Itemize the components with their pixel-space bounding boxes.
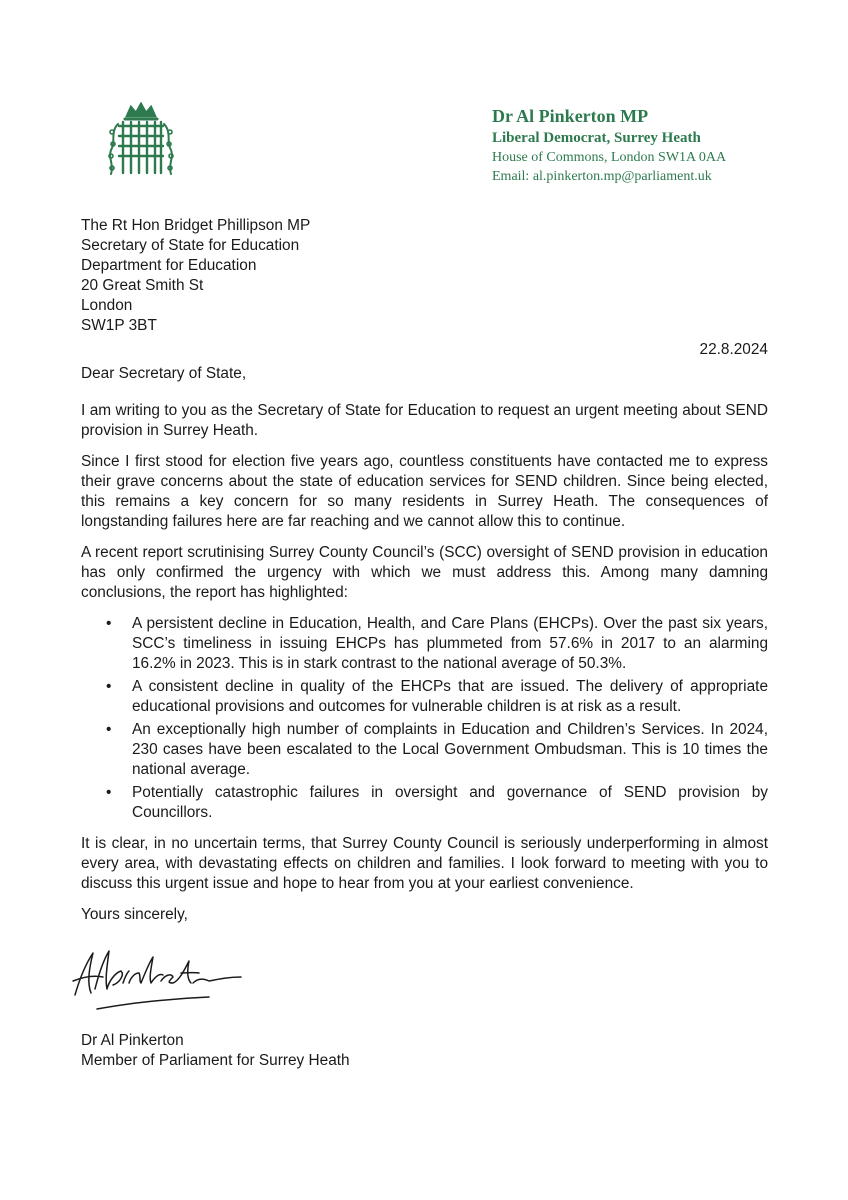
bullet-icon: •	[106, 721, 112, 738]
list-item-text: A persistent decline in Education, Health, and Care Plans (EHCPs). Over the past six years, SCC’s timeliness in issuing EHCPs has plummeted from 57.6% in 2017 to an alarming 16.2% in 2023. This is in stark contrast to the national average of 50.3%.	[132, 615, 768, 672]
list-item-text: An exceptionally high number of complaints in Education and Children’s Services. In 2024, 230 cases have been escalated to the Local Government Ombudsman. This is 10 times the national average.	[132, 721, 768, 778]
recipient-line: London	[81, 297, 133, 314]
list-item	[106, 783, 768, 823]
conclusion-paragraph: It is clear, in no uncertain terms, that Surrey County Council is seriously underperforming in almost every area, with devastating effects on children and families. I look forward to meeting with you to discuss this urgent issue and hope to hear from you at your earliest convenience.	[81, 835, 768, 892]
salutation: Dear Secretary of State,	[81, 365, 247, 382]
portcullis-icon	[108, 102, 174, 178]
list-item-text: A consistent decline in quality of the EHCPs that are issued. The delivery of appropriate educational provisions and outcomes for vulnerable children is at risk as a result.	[132, 678, 768, 715]
paragraph: Since I first stood for election five years ago, countless constituents have contacted me to express their grave concerns about the state of education services for SEND children. Since being elected, this remains a key concern for so many residents in Surrey Heath. The consequences of longstanding failures here are far reaching and we cannot allow this to continue.	[81, 453, 768, 530]
list-item	[106, 614, 768, 674]
mp-party-constituency: Liberal Democrat, Surrey Heath	[492, 130, 701, 146]
mp-email: Email: al.pinkerton.mp@parliament.uk	[492, 169, 712, 184]
closing: Yours sincerely,	[81, 906, 188, 923]
mp-address: House of Commons, London SW1A 0AA	[492, 150, 727, 165]
recipient-line: The Rt Hon Bridget Phillipson MP	[81, 217, 311, 234]
paragraph: A recent report scrutinising Surrey County Council’s (SCC) oversight of SEND provision in education has only confirmed the urgency with which we must address this. Among many damning conclusions, the report has highlighted:	[81, 544, 768, 601]
recipient-line: Secretary of State for Education	[81, 237, 300, 254]
bullet-icon: •	[106, 678, 112, 695]
recipient-line: Department for Education	[81, 257, 257, 274]
list-item	[106, 720, 768, 780]
list-item	[106, 677, 768, 717]
list-item-text: Potentially catastrophic failures in oversight and governance of SEND provision by Councillors.	[132, 784, 768, 821]
bullet-icon: •	[106, 784, 112, 801]
signatory-title: Member of Parliament for Surrey Heath	[81, 1052, 350, 1069]
recipient-address	[81, 216, 768, 336]
letterhead	[492, 104, 726, 186]
signature-icon	[69, 943, 244, 1013]
paragraph: I am writing to you as the Secretary of State for Education to request an urgent meeting about SEND provision in Surrey Heath.	[81, 402, 768, 439]
signatory-name: Dr Al Pinkerton	[81, 1032, 184, 1049]
recipient-line: 20 Great Smith St	[81, 277, 204, 294]
bullet-icon: •	[106, 615, 112, 632]
signatory	[81, 1031, 768, 1071]
recipient-line: SW1P 3BT	[81, 317, 157, 334]
mp-name: Dr Al Pinkerton MP	[492, 106, 649, 126]
letter-body	[81, 216, 768, 1071]
findings-list	[81, 614, 768, 823]
letter-date: 22.8.2024	[699, 341, 768, 358]
